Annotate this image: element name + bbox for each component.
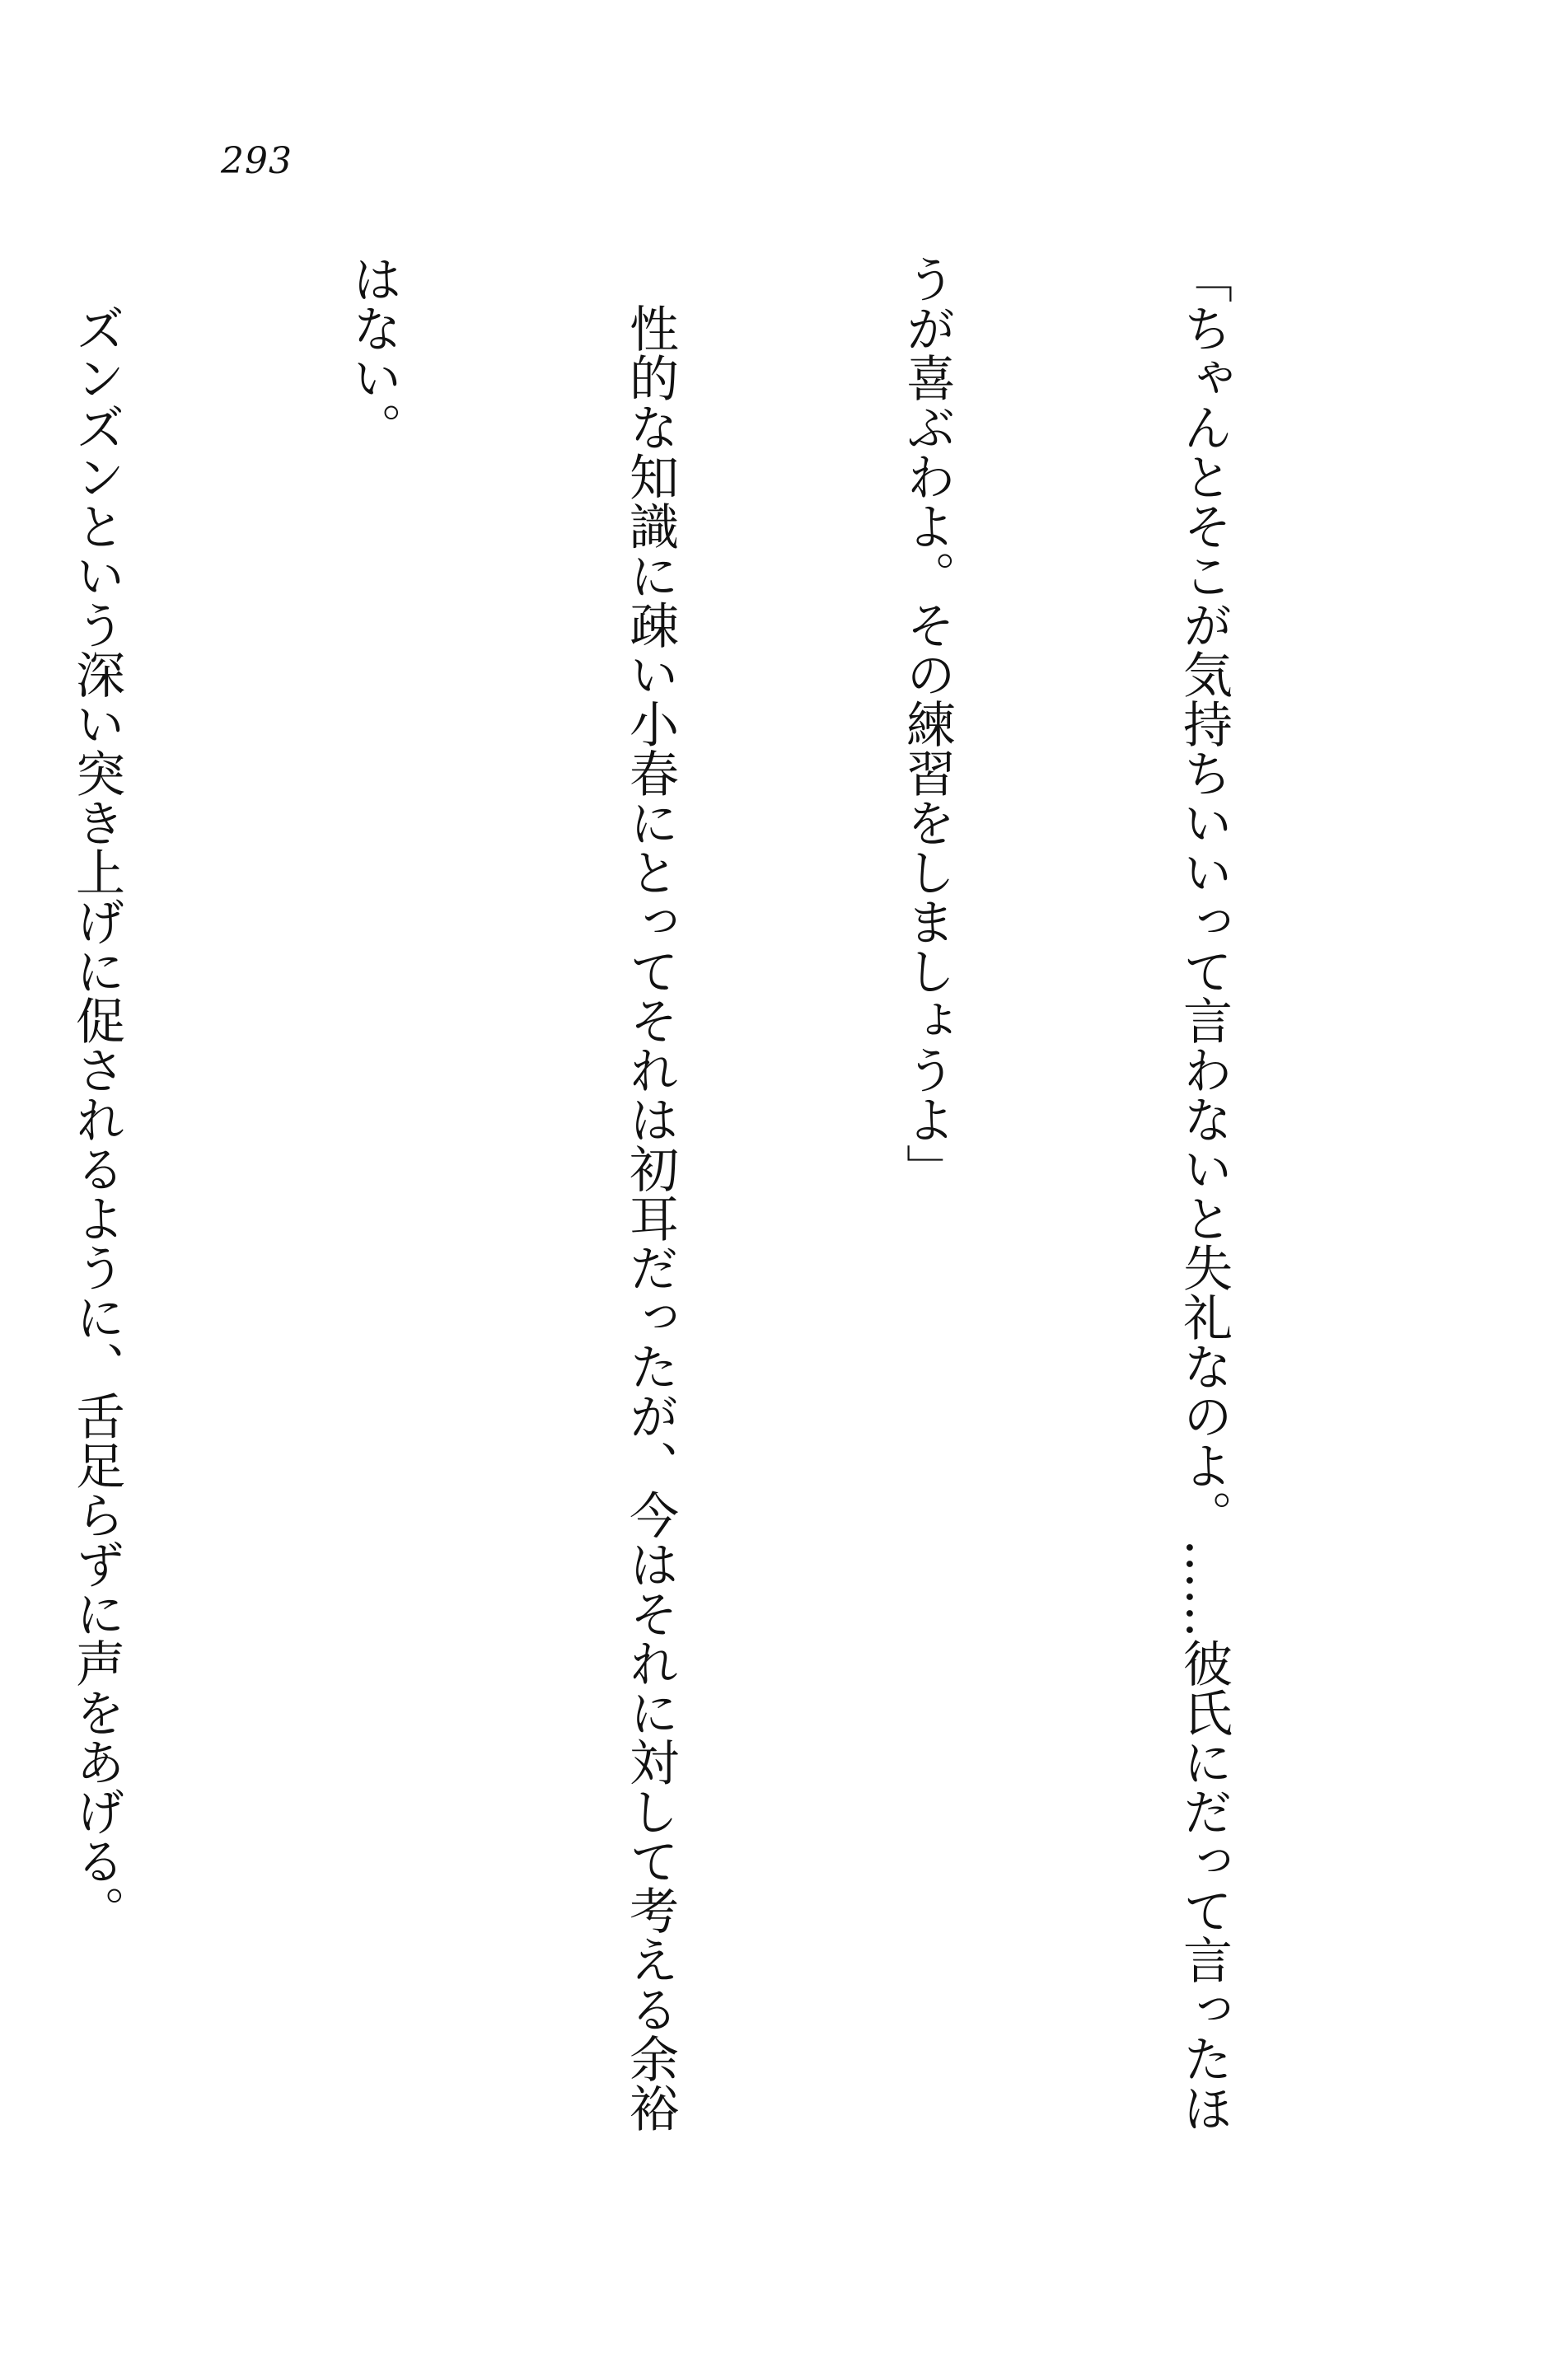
text-line: 「ちゃんとそこが気持ちいいって言わないと失礼なのよ。……彼氏にだって言ったほ bbox=[1175, 254, 1233, 2132]
text-line: 性的な知識に疎い小春にとってそれは初耳だったが、今はそれに対して考える余裕 bbox=[621, 254, 679, 2132]
text-line: ズンズンという深い突き上げに促されるように、舌足らずに声をあげる。 bbox=[68, 254, 125, 1935]
text-line: はない。 bbox=[344, 254, 402, 452]
body-text bbox=[0, 254, 1435, 2215]
page-number: 293 bbox=[221, 140, 293, 182]
text-line: うが喜ぶわよ。その練習をしましょうよ」 bbox=[898, 254, 956, 1193]
